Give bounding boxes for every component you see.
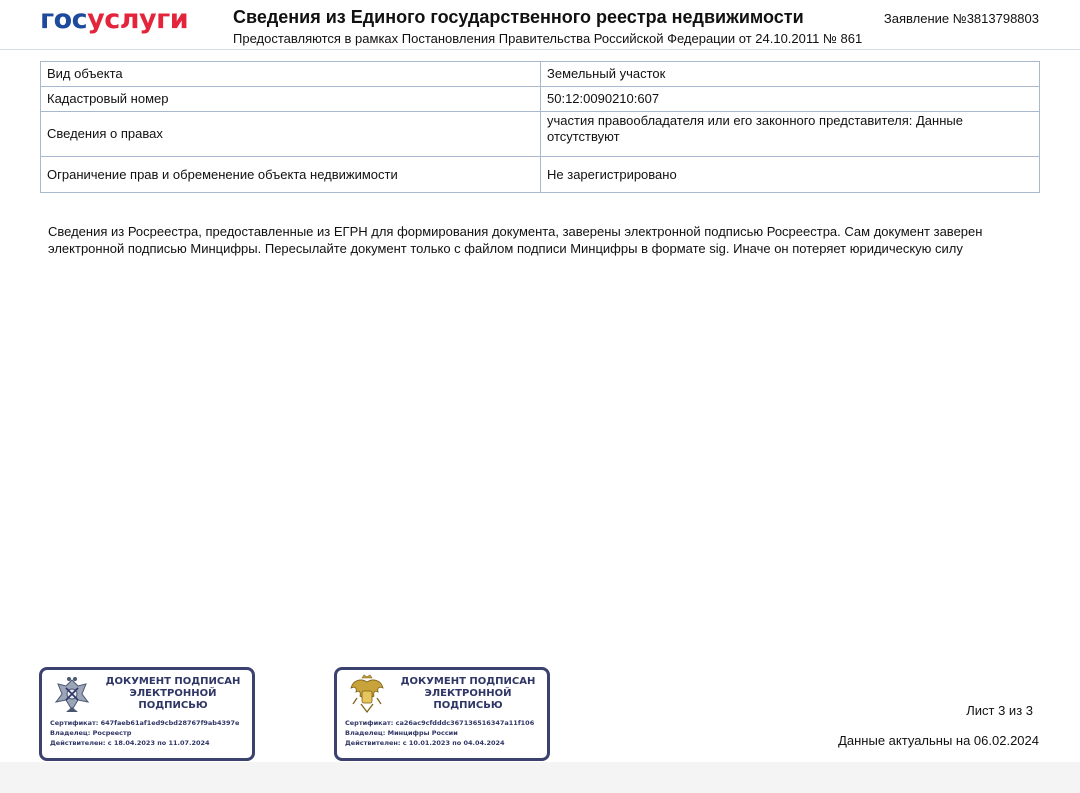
- row-label: Ограничение прав и обременение объекта недвижимости: [41, 157, 541, 193]
- document-subtitle: Предоставляются в рамках Постановления Правительства Российской Федерации от 24.10.2011 № 861: [233, 31, 863, 46]
- gosuslugi-logo[interactable]: [40, 4, 188, 36]
- stamp-validity: Действителен: с 10.01.2023 по 04.04.2024: [345, 739, 505, 747]
- table-row: [41, 112, 1040, 157]
- stamp-title-line: ДОКУМЕНТ ПОДПИСАН: [105, 676, 241, 687]
- stamp-validity: Действителен: с 18.04.2023 по 11.07.2024: [50, 739, 210, 747]
- table-row: [41, 87, 1040, 112]
- logo-part-gos: гос: [40, 4, 88, 35]
- row-value: 50:12:0090210:607: [541, 87, 1040, 112]
- property-info-table: [40, 61, 1040, 193]
- row-label: Сведения о правах: [41, 112, 541, 157]
- document-title: Сведения из Единого государственного реестра недвижимости: [233, 7, 804, 27]
- stamp-title-line: ЭЛЕКТРОННОЙ: [129, 688, 217, 699]
- stamp-certificate: Сертификат: 647faeb61af1ed9cbd28767f9ab4397e: [50, 719, 240, 727]
- row-value: Не зарегистрировано: [541, 157, 1040, 193]
- signature-stamp-rosreestr: [39, 667, 255, 761]
- stamp-owner: Владелец: Росреестр: [50, 729, 132, 737]
- signature-stamp-mintsifry: [334, 667, 550, 761]
- header-divider: [0, 49, 1080, 50]
- actual-date: Данные актуальны на 06.02.2024: [838, 733, 1039, 748]
- stamp-details: [50, 718, 250, 748]
- row-value: участия правообладателя или его законного представителя: Данные отсутствуют: [541, 112, 1040, 157]
- table-row: [41, 62, 1040, 87]
- application-number: Заявление №3813798803: [883, 11, 1039, 26]
- stamp-owner: Владелец: Минцифры России: [345, 729, 458, 737]
- stamp-title-line: ПОДПИСЬЮ: [433, 700, 503, 711]
- stamp-title-line: ДОКУМЕНТ ПОДПИСАН: [400, 676, 536, 687]
- stamp-title-line: ПОДПИСЬЮ: [138, 700, 208, 711]
- row-label: Кадастровый номер: [41, 87, 541, 112]
- stamp-certificate: Сертификат: ca26ac9cfdddc367136516347a11f106: [345, 719, 535, 727]
- row-label: Вид объекта: [41, 62, 541, 87]
- page-number: Лист 3 из 3: [966, 703, 1033, 718]
- signature-note: Сведения из Росреестра, предоставленные из ЕГРН для формирования документа, заверены электронной подписью Росреестра. Сам документ заверен электронной подписью Минцифры. Пересылайте документ только с файлом подписи Минцифры в формате sig. Иначе он потеряет юридическую силу: [48, 224, 983, 256]
- stamp-title: [393, 676, 543, 712]
- logo-part-uslugi: услуги: [87, 4, 189, 35]
- rosreestr-emblem-icon: [52, 674, 92, 716]
- russia-eagle-emblem-icon: [347, 674, 387, 716]
- stamp-title: [98, 676, 248, 712]
- stamp-details: [345, 718, 545, 748]
- table-row: [41, 157, 1040, 193]
- row-value: Земельный участок: [541, 62, 1040, 87]
- stamp-title-line: ЭЛЕКТРОННОЙ: [424, 688, 512, 699]
